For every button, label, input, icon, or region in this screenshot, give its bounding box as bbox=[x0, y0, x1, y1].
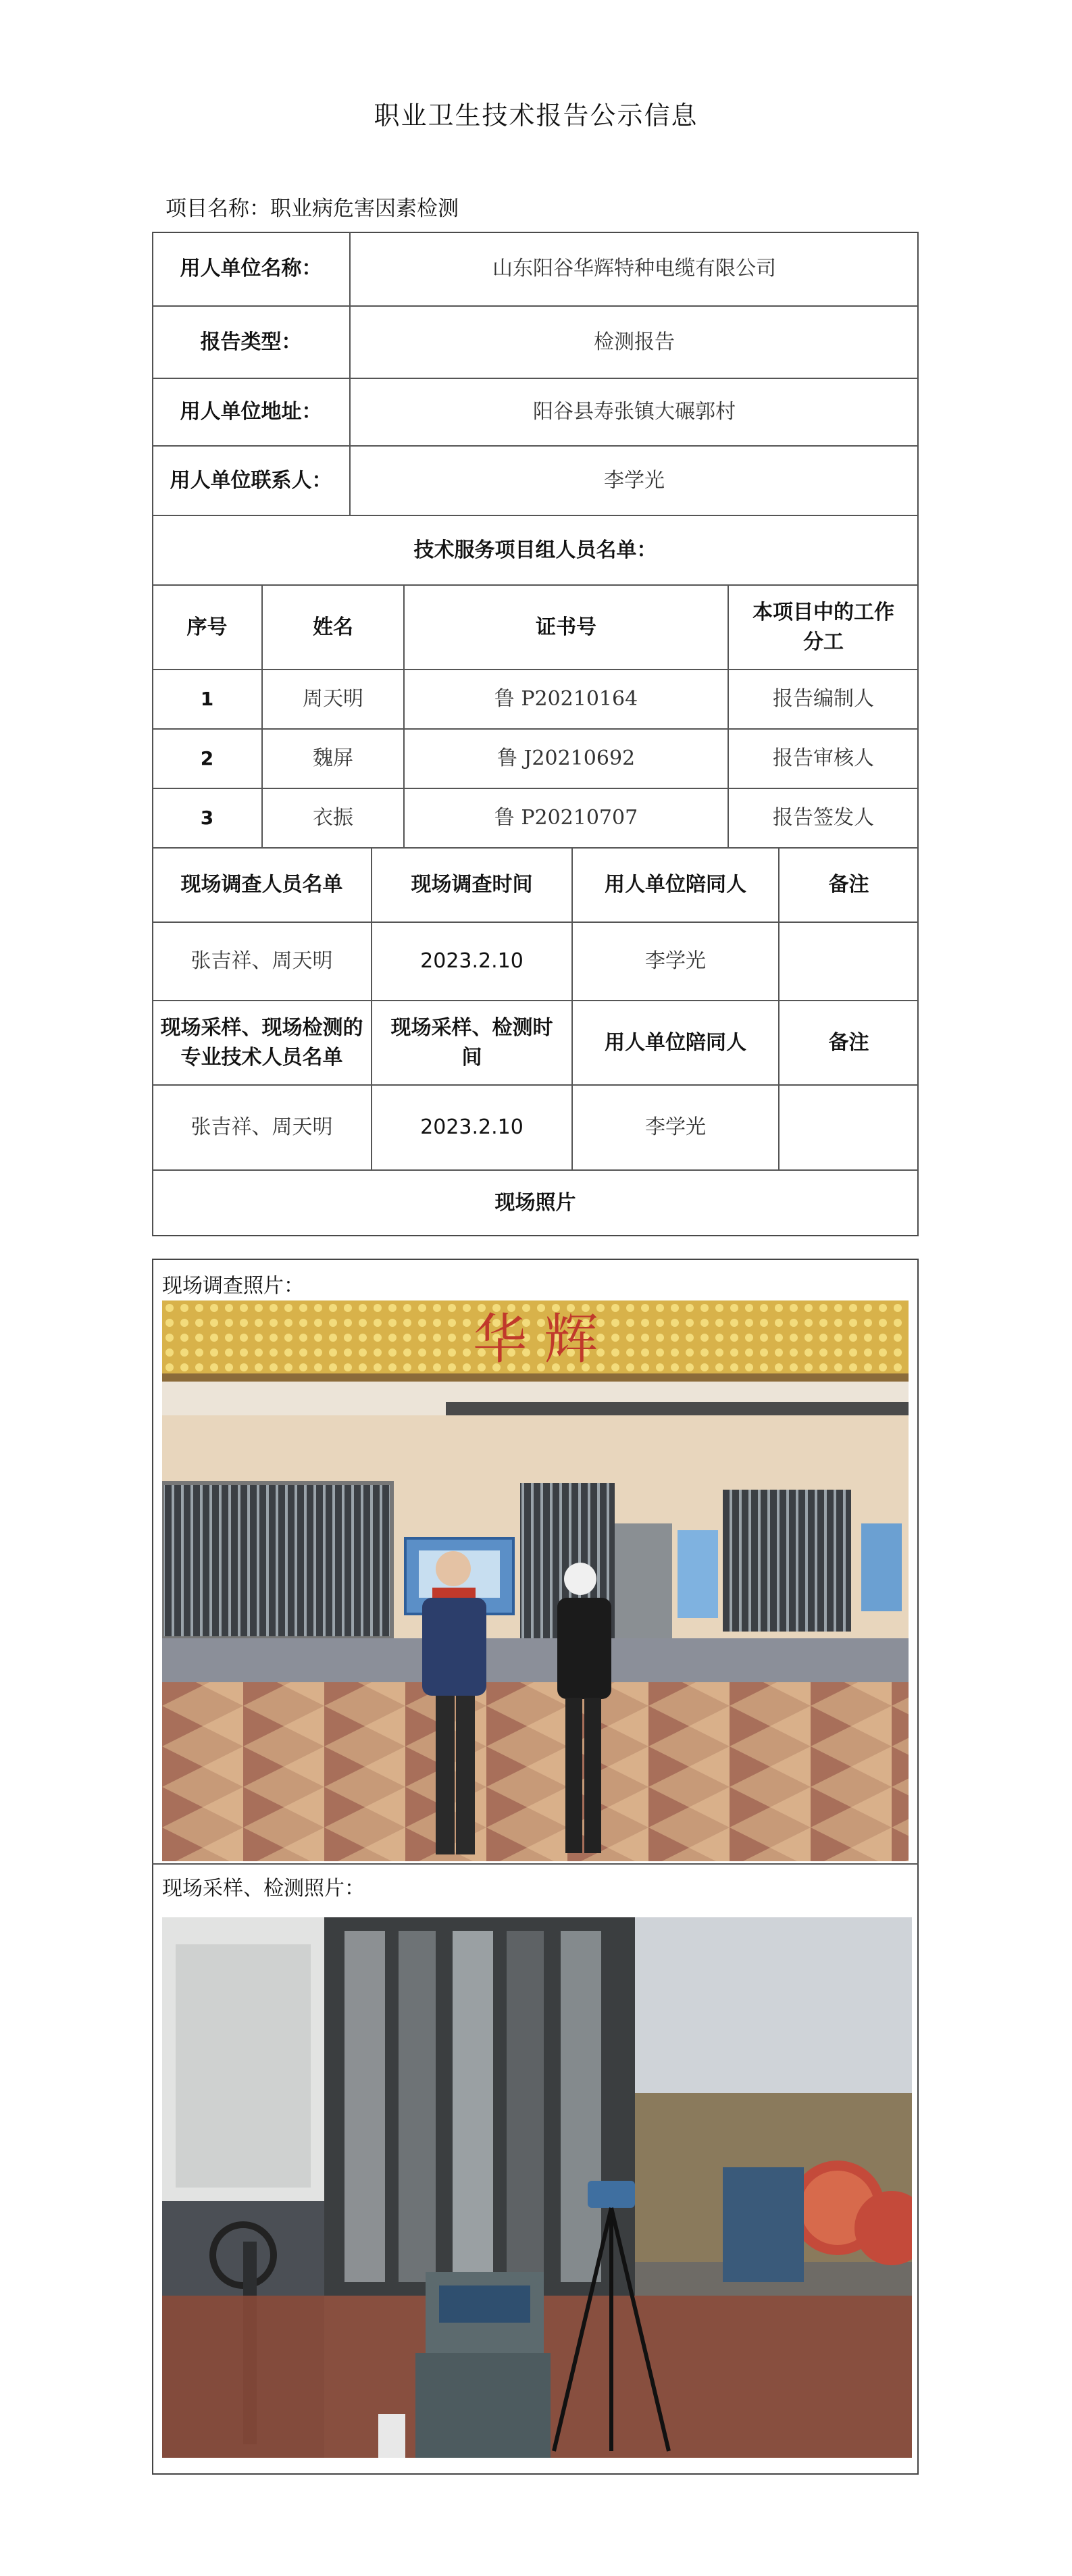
survey-photo bbox=[162, 1300, 909, 1861]
sampling-photo-label: 现场采样、检测照片： bbox=[162, 1877, 365, 1900]
photo-divider bbox=[152, 1863, 919, 1865]
survey-staff: 张吉祥、周天明 bbox=[152, 922, 372, 1001]
sampling-header-escort: 用人单位陪同人 bbox=[572, 1001, 779, 1085]
sampling-photo-illustration bbox=[162, 1917, 912, 2458]
team-header-cert: 证书号 bbox=[404, 585, 728, 670]
team-row-3-no: 3 bbox=[152, 788, 262, 848]
team-row-1-role: 报告编制人 bbox=[728, 670, 919, 729]
address-value: 阳谷县寿张镇大碾郭村 bbox=[350, 378, 919, 446]
team-heading: 技术服务项目组人员名单： bbox=[152, 515, 919, 585]
report-type-label: 报告类型： bbox=[152, 306, 350, 378]
team-row-1-name: 周天明 bbox=[262, 670, 404, 729]
survey-header-time: 现场调查时间 bbox=[372, 848, 572, 922]
sampling-header-time: 现场采样、检测时间 bbox=[372, 1001, 572, 1085]
survey-header-remark: 备注 bbox=[779, 848, 919, 922]
team-row-3-name: 衣振 bbox=[262, 788, 404, 848]
report-type-value: 检测报告 bbox=[350, 306, 919, 378]
address-label: 用人单位地址： bbox=[152, 378, 350, 446]
team-row-2-name: 魏屏 bbox=[262, 729, 404, 788]
banner-text: 华 辉 bbox=[473, 1308, 598, 1371]
team-row-2-cert: 鲁 J20210692 bbox=[404, 729, 728, 788]
team-row-2-role: 报告审核人 bbox=[728, 729, 919, 788]
survey-time: 2023.2.10 bbox=[372, 922, 572, 1001]
sampling-time: 2023.2.10 bbox=[372, 1085, 572, 1170]
sampling-photo bbox=[162, 1917, 912, 2458]
sampling-staff: 张吉祥、周天明 bbox=[152, 1085, 372, 1170]
sampling-escort: 李学光 bbox=[572, 1085, 779, 1170]
project-name: 项目名称：职业病危害因素检测 bbox=[165, 197, 459, 221]
survey-photo-illustration bbox=[162, 1300, 909, 1861]
sampling-header-staff: 现场采样、现场检测的专业技术人员名单 bbox=[152, 1001, 372, 1085]
team-row-3-role: 报告签发人 bbox=[728, 788, 919, 848]
page-title: 职业卫生技术报告公示信息 bbox=[374, 101, 698, 130]
contact-label: 用人单位联系人： bbox=[152, 446, 350, 515]
survey-photo-label: 现场调查照片： bbox=[162, 1274, 304, 1298]
photos-heading: 现场照片 bbox=[152, 1170, 919, 1236]
survey-escort: 李学光 bbox=[572, 922, 779, 1001]
team-row-1-cert: 鲁 P20210164 bbox=[404, 670, 728, 729]
contact-value: 李学光 bbox=[350, 446, 919, 515]
survey-header-staff: 现场调查人员名单 bbox=[152, 848, 372, 922]
sampling-remark bbox=[779, 1085, 919, 1170]
team-row-2-no: 2 bbox=[152, 729, 262, 788]
sampling-header-remark: 备注 bbox=[779, 1001, 919, 1085]
team-header-name: 姓名 bbox=[262, 585, 404, 670]
employer-label: 用人单位名称： bbox=[152, 232, 350, 306]
team-header-no: 序号 bbox=[152, 585, 262, 670]
survey-remark bbox=[779, 922, 919, 1001]
survey-header-escort: 用人单位陪同人 bbox=[572, 848, 779, 922]
team-row-1-no: 1 bbox=[152, 670, 262, 729]
team-row-3-cert: 鲁 P20210707 bbox=[404, 788, 728, 848]
employer-value: 山东阳谷华辉特种电缆有限公司 bbox=[350, 232, 919, 306]
team-header-role: 本项目中的工作分工 bbox=[728, 585, 919, 670]
